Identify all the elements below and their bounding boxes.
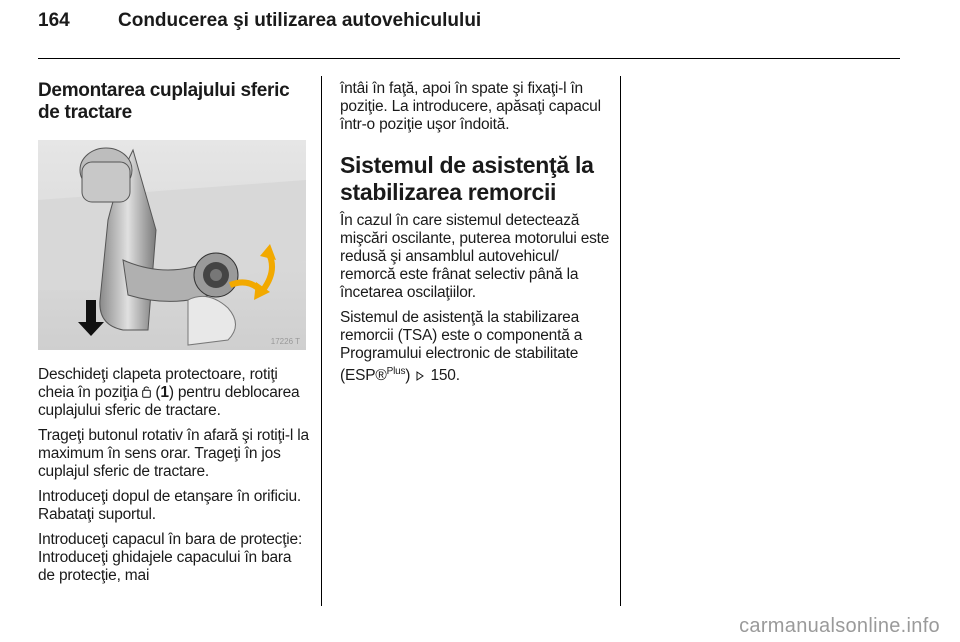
chapter-title: Conducerea şi utilizarea autovehiculului (118, 10, 482, 31)
page-number: 164 (38, 10, 70, 31)
figure-id: 17226 T (270, 337, 300, 346)
tow-ball-drawing (38, 140, 306, 350)
paragraph-text: ) (405, 367, 411, 385)
paragraph-insert-cover: Introduceţi capacul în bara de protecţie: Introduceţi ghidajele capacului în bara de protecţie, mai (38, 531, 303, 584)
column-divider-left (321, 76, 322, 606)
section-heading-tow-ball-removal: Demontarea cuplajului sferic de tractare (38, 80, 290, 123)
page-reference-arrow-icon (416, 371, 424, 381)
paragraph-text: Sistemul de asistenţă la stabilizarea remorcii (TSA) este o componentă a Programului electronic de stabilitate (ESP® (340, 309, 583, 385)
paragraph-oscillation: În cazul în care sistemul detectează mişcări oscilante, puterea motorului este redusă şi ansamblul autovehicul/ remorcă este frânat selectiv până la încetarea oscilaţiilor. (340, 212, 610, 301)
paragraph-text: ) pentru deblocarea cuplajului sferic de tractare. (38, 384, 300, 419)
paragraph-text: Deschideţi clapeta protectoare, rotiţi cheia în poziţia (38, 366, 278, 401)
column-divider-right (620, 76, 621, 606)
header-divider (38, 58, 900, 59)
column-1 (38, 80, 310, 592)
watermark: carmanualsonline.info (739, 615, 940, 637)
section-heading-trailer-stability: Sistemul de asistenţă la stabilizarea remorcii (340, 152, 594, 205)
column-2 (340, 80, 612, 392)
unlock-key-icon (142, 385, 151, 398)
paragraph-insert-plug: Introduceţi dopul de etanşare în orificiu. Rabataţi suportul. (38, 488, 302, 523)
paragraph-tsa-esp (340, 309, 612, 385)
position-number: 1 (160, 384, 169, 401)
tow-ball-illustration (38, 140, 306, 350)
paragraph-pull-knob: Trageţi butonul rotativ în afară şi rotiţi-l la maximum în sens orar. Trageţi în jos cuplajul sferic de tractare. (38, 427, 309, 480)
paragraph-cover-continued: întâi în faţă, apoi în spate şi fixaţi-l în poziţie. La introducere, apăsaţi capacul într-o poziţie uşor îndoită. (340, 80, 601, 133)
paragraph-open-flap: Deschideţi clapeta protectoare, rotiţi cheia în poziţia (1) pentru deblocarea cuplajului sferic de tractare. (38, 366, 300, 419)
page-reference: 150. (426, 367, 460, 385)
superscript-plus: Plus (386, 366, 406, 377)
